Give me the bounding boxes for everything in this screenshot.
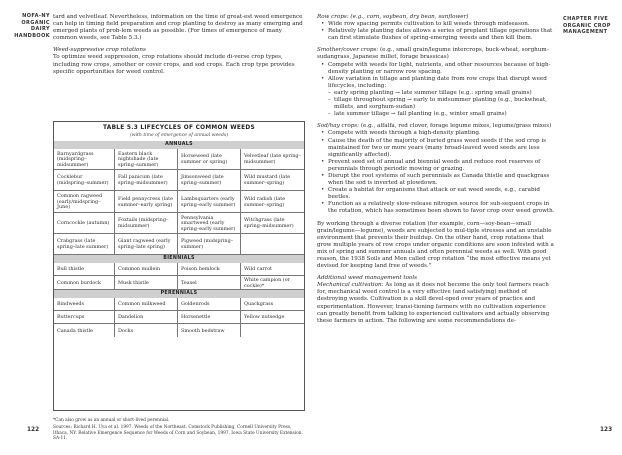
page-number-left: 122 bbox=[27, 427, 40, 433]
table-cell: Velvetleaf (late spring–midsummer) bbox=[244, 153, 301, 165]
table-cell: White campion (or cockle)* bbox=[244, 276, 290, 289]
table-cell: Jimsonweed (late spring–summer) bbox=[178, 170, 241, 190]
table-cell: Common milkweed bbox=[115, 298, 178, 310]
table-cell: Cocklebur (midspring–summer) bbox=[54, 170, 115, 190]
table-cell: Quackgrass bbox=[244, 301, 274, 308]
list-subitem: – tillage throughout spring → early to midsummer planting (e.g., buckwheat, millets, and sorghum-sudan) bbox=[317, 97, 555, 111]
table-cell: Wild carrot bbox=[244, 266, 272, 273]
right-text-column bbox=[317, 14, 555, 325]
list-subitem: – late summer tillage → fall planting (e.g., winter small grains) bbox=[317, 111, 555, 118]
table-cell: Crabgrass (late spring–late summer) bbox=[54, 234, 115, 254]
section-body: To optimize weed suppression, crop rotations should include di-verse crop types, including row crops, smother or cover crops, and sod crops. Each crop type provides specific opportunities for weed control. bbox=[53, 54, 295, 75]
mechanical-heading: Mechanical cultivation: bbox=[317, 282, 384, 289]
table-cell: Pigweed (midspring–summer) bbox=[178, 234, 241, 254]
table-cell: Barnyardgrass (midspring–midsummer) bbox=[54, 149, 115, 169]
table-cell: Musk thistle bbox=[115, 276, 178, 289]
list-subitem: – early spring planting → late summer tillage (e.g.: spring small grains) bbox=[317, 90, 555, 97]
annuals-band: ANNUALS bbox=[54, 141, 304, 149]
table-cell: Common burdock bbox=[54, 276, 115, 289]
table-notes bbox=[53, 418, 305, 443]
smother-line bbox=[317, 47, 555, 61]
table-cell: Teasel bbox=[178, 276, 241, 289]
table-cell: Witchgrass (late spring–midsummer) bbox=[244, 217, 294, 229]
chapter-side-label bbox=[563, 16, 619, 36]
table-row bbox=[54, 170, 304, 191]
table-row bbox=[54, 263, 304, 276]
list-item: • Create a habitat for organisms that attack or eat weed seeds, e.g., carabid beetles. bbox=[317, 187, 555, 201]
table-cell: Field pennycress (late summer–early spring) bbox=[115, 191, 178, 212]
table-row bbox=[54, 311, 304, 324]
row-crops-examples: (e.g., corn, soybean, dry bean, sunflower) bbox=[348, 14, 469, 20]
table-row bbox=[54, 213, 304, 234]
smother-list bbox=[317, 62, 555, 119]
table-cell: Corncockle (autumn) bbox=[54, 213, 115, 233]
table-cell: Docks bbox=[115, 324, 178, 337]
mechanical-body: As long as it does not become the only tool farmers reach for, mechanical weed control is a very effective (and satisfying) method of destroying weeds. Cultivation is a skill devel-oped over years of practice and experimentation. However, transi-tioning farmers with no cultivation experience can greatly benefit from talking to experienced cultivators and actually observing these farmers in action. The following are some recommendations de- bbox=[317, 282, 550, 324]
side-label-line: CHAPTER FIVE bbox=[563, 16, 609, 22]
side-label-line: DAIRY bbox=[30, 26, 50, 32]
right-page bbox=[311, 0, 622, 455]
left-text-column bbox=[53, 14, 305, 76]
section-heading: Weed-suppressive crop rotations bbox=[53, 47, 146, 54]
table-cell: Bindweeds bbox=[54, 298, 115, 310]
table-cell: Bull thistle bbox=[54, 263, 115, 275]
table-subtitle: (with time of emergence of annual weeds) bbox=[129, 133, 229, 138]
row-crops-heading: Row crops: bbox=[317, 14, 349, 20]
table-cell: Poison hemlock bbox=[178, 263, 241, 275]
side-label-line: ORGANIC CROP bbox=[563, 22, 611, 29]
list-item: • Compete with weeds through a high-density planting. bbox=[317, 130, 555, 137]
sod-heading: Sod/hay crops: bbox=[317, 123, 360, 130]
table-cell: Lambsquarters (early spring–early summer) bbox=[178, 191, 241, 212]
diverse-rotation-paragraph: By working through a diverse rotation (for example, corn—soy-bean—small grain/legume—legume), weeds are subjected to mul-tiple stresses and an unstable environment that prevents their buildup. On the other hand, crop rotations that grow multiple years of row crops under organic conditions are soon infested with a mix of spring and summer annuals and often perennial weeds as well. With good reason, the 1938 Soils and Men called crop rotation “the most effective means yet devised for keeping land free of weeds.” bbox=[317, 220, 554, 270]
sod-line bbox=[317, 123, 555, 130]
table-footnote: *Can also grow as an annual or short-lived perennial. bbox=[53, 418, 170, 423]
table-cell bbox=[241, 324, 304, 337]
table-cell: Fall panicum (late spring–midsummer) bbox=[115, 170, 178, 190]
table-cell: Foxtails (midspring–midsummer) bbox=[115, 213, 178, 233]
sod-examples: (e.g., alfalfa, red clover, forage legume mixes, legume/grass mixes) bbox=[359, 123, 552, 130]
list-item: • Disrupt the root systems of such perennials as Canada thistle and quackgrass when the sod is inverted at plowdown. bbox=[317, 173, 555, 187]
table-sources: Sources: Richard H. Uva et al. 1997. Weeds of the Northeast. Comstock Publishing, Cornell University Press, Ithaca, NY. Relative Emergence Sequence for Weeds of Corn and Soybean, 1997. Iowa State University Extension. SA-11. bbox=[53, 425, 303, 441]
side-label-line: NOFA-NY bbox=[22, 13, 50, 19]
table-cell: Giant ragweed (early spring–late spring) bbox=[115, 234, 178, 254]
mechanical-paragraph bbox=[317, 282, 555, 325]
table-cell: Smooth bedstraw bbox=[178, 324, 241, 337]
list-item: • Wide row spacing permits cultivation to kill weeds through midseason. bbox=[317, 21, 555, 28]
intro-paragraph: tard and velvetleaf. Nevertheless, information on the time of great-est weed emergence can help in timing field preparation and crop planting to destroy as many emerging and emerged plants of prob-lem weeds as possible. (For times of emergence of many common weeds, see Table 5.3.) bbox=[53, 14, 303, 42]
side-label-line: MANAGEMENT bbox=[563, 29, 608, 35]
sod-list bbox=[317, 130, 555, 215]
list-item: • Function as a relatively slow-release nitrogen source for sub-sequent crops in the rotation, which has sometimes been shown to favor crop over weed growth. bbox=[317, 201, 555, 215]
smother-heading: Smother/cover crops: bbox=[317, 47, 379, 54]
table-row bbox=[54, 324, 304, 337]
table-row bbox=[54, 149, 304, 170]
table-title: TABLE 5.3 LIFECYCLES OF COMMON WEEDS bbox=[102, 125, 255, 131]
table-cell: Common ragweed (early/midspring–June) bbox=[54, 191, 115, 212]
list-item: • Compete with weeds for light, nutrients, and other resources because of high-density planting or narrow row spacing. bbox=[317, 62, 555, 76]
table-cell: Yellow nutsedge bbox=[244, 314, 285, 321]
side-label-line: ORGANIC bbox=[21, 19, 50, 26]
biennials-band: BIENNIALS bbox=[54, 255, 304, 263]
table-row bbox=[54, 234, 304, 255]
table-cell: Canada thistle bbox=[54, 324, 115, 337]
table-cell: Horsenettle bbox=[178, 311, 241, 323]
table-cell: Wild radish (late summer–spring) bbox=[244, 195, 286, 208]
table-cell: Wild mustard (late summer–spring) bbox=[244, 174, 291, 186]
handbook-side-label bbox=[4, 13, 50, 39]
table-cell: Pennsylvania smartweed (early spring–early summer) bbox=[178, 213, 241, 233]
additional-tools-heading: Additional weed management tools bbox=[317, 275, 418, 282]
table-cell: Dandelion bbox=[115, 311, 178, 323]
list-item: • Allow variation in tillage and planting date from row crops that disrupt weed lifecycles, including: bbox=[317, 76, 555, 90]
table-row bbox=[54, 191, 304, 213]
weed-lifecycle-table bbox=[53, 121, 305, 411]
smother-examples: (e.g., small grain/legume intercrops, buck-wheat, sorghum-sudangrass, Japanese millet, forage brassicas) bbox=[317, 47, 549, 61]
list-item: • Relatively late planting dates allows a series of preplant tillage operations that can first stimulate flushes of spring-emerging weeds and then kill them. bbox=[317, 28, 555, 42]
table-cell: Buttercups bbox=[54, 311, 115, 323]
table-cell: Eastern black nightshade (late spring–summer) bbox=[115, 149, 178, 169]
table-cell: Goldenrods bbox=[178, 298, 241, 310]
page-number-right: 123 bbox=[600, 427, 613, 433]
row-crops-list bbox=[317, 21, 555, 42]
table-cell: Horseweed (late summer or spring) bbox=[178, 149, 241, 169]
list-item: • Cause the death of the majority of buried grass weed seeds if the sod crop is maintained for two or more years (many broad-leaved weed seeds are less significantly affected). bbox=[317, 138, 555, 159]
table-row bbox=[54, 276, 304, 290]
list-item: • Prevent seed set of annual and biennial weeds and reduce root reserves of perennials through periodic mowing or grazing. bbox=[317, 159, 555, 173]
table-cell bbox=[241, 234, 304, 254]
side-label-line: HANDBOOK bbox=[14, 32, 50, 39]
table-cell: Common mullein bbox=[115, 263, 178, 275]
row-crops-line bbox=[317, 14, 555, 21]
table-row bbox=[54, 298, 304, 311]
perennials-band: PERENNIALS bbox=[54, 290, 304, 298]
